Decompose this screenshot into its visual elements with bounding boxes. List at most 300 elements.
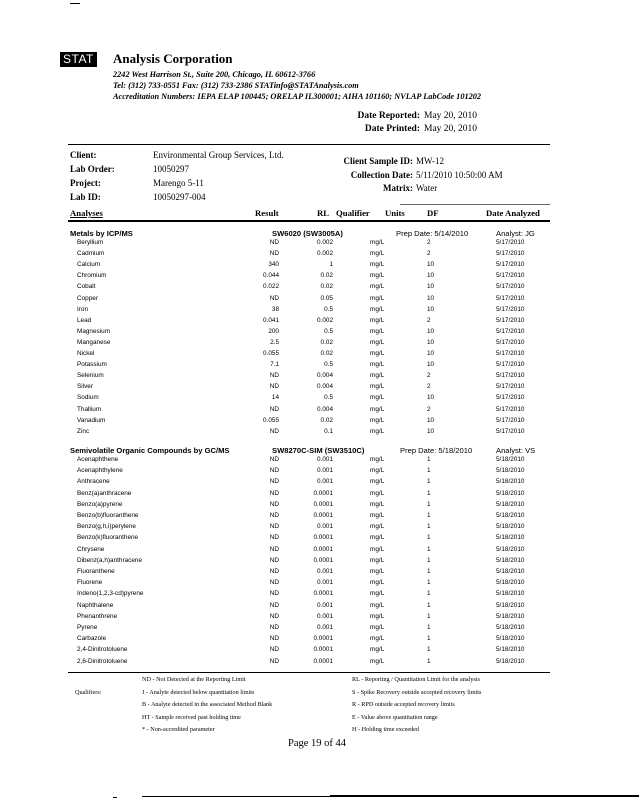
analyte-name: Cadmium [77,250,105,258]
analyte-name: Acenaphthylene [77,467,123,475]
result-value: 2.5 [270,338,279,346]
date-analyzed-value: 5/18/2010 [496,512,525,519]
df-value: 1 [427,657,431,665]
rl-value: 0.05 [320,294,333,302]
analyte-name: Carbazole [77,635,107,643]
table-row [0,499,639,510]
date-analyzed-value: 5/18/2010 [496,590,525,598]
client-sample-id-value: MW-12 [416,156,444,166]
result-value: ND [269,427,279,435]
units-value: mg/L [370,405,385,413]
analyte-name: Naphthalene [77,601,114,609]
units-value: mg/L [370,568,385,575]
result-value: ND [269,657,279,665]
table-row [0,392,639,403]
date-analyzed-value: 5/17/2010 [496,372,525,380]
units-value: mg/L [370,316,385,324]
analyte-name: 2,4-Dinitrotoluene [77,646,128,654]
units-value: mg/L [370,646,385,654]
rl-value: 0.0001 [313,545,333,553]
rl-value: 0.02 [320,338,333,346]
table-row [0,633,639,644]
units-value: mg/L [370,283,385,291]
df-value: 1 [427,568,431,575]
analyte-name: Benz(a)anthracene [77,489,132,497]
result-value: 38 [271,305,279,313]
date-reported-label: Date Reported: [357,111,420,121]
date-analyzed-value: 5/17/2010 [496,416,525,424]
units-value: mg/L [370,534,385,542]
date-analyzed-value: 5/17/2010 [496,338,525,346]
result-value: ND [269,590,279,598]
analyte-name: Benzo(a)pyrene [77,500,123,508]
table-row [0,370,639,381]
date-analyzed-value: 5/18/2010 [496,624,525,631]
client-value: Environmental Group Services, Ltd. [153,150,284,160]
result-value: ND [269,612,279,620]
page-number: Page 19 of 44 [288,738,347,749]
table-row [0,555,639,566]
units-value: mg/L [370,383,385,391]
analyte-name: Sodium [77,394,99,402]
date-analyzed-value: 5/17/2010 [496,405,525,413]
section-prep-date-metals: Prep Date: 5/14/2010 [396,229,469,238]
df-value: 1 [427,478,431,486]
units-value: mg/L [370,294,385,302]
result-value: ND [269,383,279,391]
rl-value: 0.02 [320,272,333,280]
df-value: 1 [427,512,431,519]
section-analyst-svoc: Analyst: VS [496,446,536,455]
df-value: 10 [427,350,435,357]
units-value: mg/L [370,394,385,402]
units-value: mg/L [370,523,385,531]
units-value: mg/L [370,416,385,424]
table-row [0,566,639,577]
qualifier-definition: H - Holding time exceeded [352,726,420,733]
rl-value: 0.0001 [313,590,333,598]
qualifier-definition: * - Non-accredited parameter [142,726,215,733]
accreditation-numbers: Accreditation Numbers: IEPA ELAP 100445; ORELAP IL300001; AIHA 101160; NVLAP LabCode 101202 [113,92,482,101]
analyte-name: Benzo(b)fluoranthene [77,512,139,519]
units-value: mg/L [370,657,385,665]
rl-value: 0.02 [320,350,333,357]
table-row [0,315,639,326]
df-value: 1 [427,624,431,631]
project-row [70,178,320,190]
df-value: 10 [427,283,435,291]
rl-value: 0.5 [324,361,333,369]
result-value: 0.055 [263,350,279,357]
rl-value: 0.001 [317,478,333,486]
lab-id-value: 10050297-004 [153,192,206,202]
analyte-name: Benzo(k)fluoranthene [77,534,139,542]
date-analyzed-value: 5/17/2010 [496,239,525,246]
date-analyzed-value: 5/18/2010 [496,579,525,587]
lab-order-value: 10050297 [153,164,189,174]
table-row [0,532,639,543]
result-value: ND [269,568,279,575]
df-value: 10 [427,394,435,402]
table-row [0,510,639,521]
df-value: 1 [427,467,431,475]
units-value: mg/L [370,590,385,598]
rl-value: 0.5 [324,327,333,335]
rl-value: 0.5 [324,305,333,313]
table-row [0,644,639,655]
analyte-name: Magnesium [77,327,111,335]
df-value: 2 [427,383,431,391]
collection-date-value: 5/11/2010 10:50:00 AM [416,170,503,180]
units-value: mg/L [370,556,385,564]
result-value: 7.1 [270,361,279,369]
units-value: mg/L [370,272,385,280]
col-df: DF [427,208,439,218]
table-row [0,622,639,633]
df-value: 2 [427,316,431,324]
section-analyst-metals: Analyst: JG [496,229,535,238]
table-row [0,415,639,426]
table-row [0,577,639,588]
table-row [0,337,639,348]
table-row [0,304,639,315]
result-value: 0.022 [263,283,279,291]
rl-value: 0.002 [317,316,333,324]
analyte-name: Benzo(g,h,i)perylene [77,523,136,531]
rl-value: 0.0001 [313,534,333,542]
units-value: mg/L [370,624,385,631]
rl-value: 0.02 [320,283,333,291]
date-analyzed-value: 5/18/2010 [496,601,525,609]
units-value: mg/L [370,239,385,246]
date-analyzed-value: 5/18/2010 [496,545,525,553]
section-title-metals: Metals by ICP/MS [70,229,133,238]
rl-value: 0.1 [324,427,333,435]
date-analyzed-value: 5/17/2010 [496,327,525,335]
rl-value: 0.001 [317,467,333,475]
units-value: mg/L [370,579,385,587]
units-value: mg/L [370,372,385,380]
result-value: 14 [271,394,279,402]
result-value: 0.055 [263,416,279,424]
collection-date-label: Collection Date: [350,170,413,180]
section-method-metals: SW6020 (SW3005A) [272,229,343,238]
table-row [0,404,639,415]
result-value: 0.044 [263,272,279,280]
qualifier-definition: J - Analyte detected below quantitation limits [142,688,255,696]
matrix-value: Water [416,183,438,193]
date-analyzed-value: 5/18/2010 [496,534,525,542]
units-value: mg/L [370,456,385,463]
date-reported-value: May 20, 2010 [424,111,478,121]
date-analyzed-value: 5/18/2010 [496,489,525,497]
result-value: ND [269,556,279,564]
df-value: 10 [427,294,435,302]
date-analyzed-value: 5/18/2010 [496,467,525,475]
analyte-name: Calcium [77,261,101,269]
result-value: ND [269,534,279,542]
units-value: mg/L [370,327,385,335]
lab-order-label: Lab Order: [70,164,115,174]
table-row [0,465,639,476]
company-name: Analysis Corporation [113,51,233,66]
analyte-name: Chromium [77,272,107,280]
stat-logo: STAT [60,52,97,67]
project-label: Project: [70,178,101,188]
analyte-name: Lead [77,316,92,324]
result-value: ND [269,456,279,463]
client-label: Client: [70,150,97,160]
matrix-label: Matrix: [383,183,413,193]
table-row [0,348,639,359]
company-contact: Tel: (312) 733-0551 Fax: (312) 733-2386 STATinfo@STATAnalysis.com [113,81,359,90]
result-value: ND [269,601,279,609]
analyte-name: Indeno(1,2,3-cd)pyrene [77,590,144,598]
date-analyzed-value: 5/18/2010 [496,523,525,531]
units-value: mg/L [370,427,385,435]
df-value: 10 [427,305,435,313]
info-divider [400,204,550,205]
date-analyzed-value: 5/17/2010 [496,305,525,313]
table-row [0,281,639,292]
date-analyzed-value: 5/18/2010 [496,635,525,643]
date-printed [310,124,477,134]
client-sample-id [300,156,444,166]
analyte-name: Beryllium [77,239,104,246]
section-method-svoc: SW8270C-SIM (SW3510C) [272,446,365,455]
rl-value: 0.0001 [313,556,333,564]
units-value: mg/L [370,478,385,486]
col-date-analyzed: Date Analyzed [486,208,540,218]
date-printed-label: Date Printed: [364,124,420,134]
result-value: ND [269,478,279,486]
table-row [0,588,639,599]
date-analyzed-value: 5/18/2010 [496,556,525,564]
df-value: 10 [427,427,435,435]
units-value: mg/L [370,612,385,620]
analyte-name: Vanadium [77,416,106,424]
result-value: ND [269,635,279,643]
table-row [0,270,639,281]
qualifier-definition: S - Spike Recovery outside accepted recovery limits [352,688,482,696]
result-value: ND [269,405,279,413]
analyte-name: Fluoranthene [77,568,115,575]
qualifier-definition: HT - Sample received past holding time [142,713,241,721]
table-row [0,611,639,622]
analyte-name: Chrysene [77,545,105,553]
df-value: 1 [427,545,431,553]
rl-value: 0.5 [324,394,333,402]
analyte-name: Dibenz(a,h)anthracene [77,556,143,564]
rl-value: 0.0001 [313,512,333,519]
df-value: 2 [427,372,431,380]
result-value: ND [269,294,279,302]
table-row [0,326,639,337]
units-value: mg/L [370,361,385,369]
rl-value: 0.0001 [313,489,333,497]
rl-value: 0.0001 [313,635,333,643]
df-value: 2 [427,405,431,413]
table-row [0,381,639,392]
units-value: mg/L [370,500,385,508]
client-sample-id-label: Client Sample ID: [343,156,413,166]
table-row [0,521,639,532]
df-value: 1 [427,612,431,620]
rl-value: 1 [329,261,333,269]
date-printed-value: May 20, 2010 [424,124,478,134]
analyte-name: Nickel [77,350,95,357]
units-value: mg/L [370,601,385,609]
rl-value: 0.001 [317,523,333,531]
client-row [70,150,320,162]
result-value: 0.041 [263,316,279,324]
result-value: ND [269,500,279,508]
units-value: mg/L [370,350,385,357]
result-value: ND [269,239,279,246]
df-value: 1 [427,590,431,598]
col-rl: RL [317,208,330,218]
units-value: mg/L [370,512,385,519]
date-analyzed-value: 5/17/2010 [496,283,525,291]
qualifier-definition: R - RPD outside accepted recovery limits [352,701,455,708]
lab-order-row [70,164,320,176]
rl-value: 0.001 [317,601,333,609]
df-value: 1 [427,601,431,609]
footer-divider [68,672,550,673]
rl-value: 0.004 [317,405,333,413]
table-row [0,600,639,611]
analyte-name: Zinc [77,427,90,435]
date-analyzed-value: 5/18/2010 [496,612,525,620]
qualifier-definition: RL - Reporting / Quantitation Limit for the analysis [352,676,480,683]
lab-id-label: Lab ID: [70,192,101,202]
date-reported [310,111,477,121]
date-analyzed-value: 5/18/2010 [496,646,525,654]
rl-value: 0.001 [317,624,333,631]
table-row [0,656,639,667]
df-value: 2 [427,239,431,246]
units-value: mg/L [370,467,385,475]
rl-value: 0.001 [317,612,333,620]
result-value: 200 [268,327,279,335]
col-result: Result [255,208,279,218]
project-value: Marengo 5-11 [153,178,204,188]
units-value: mg/L [370,261,385,269]
rl-value: 0.002 [317,239,333,246]
df-value: 10 [427,272,435,280]
col-units: Units [385,208,405,218]
rl-value: 0.001 [317,568,333,575]
table-row [0,259,639,270]
result-value: ND [269,646,279,654]
qualifiers-label: Qualifiers: [75,689,102,696]
rl-value: 0.0001 [313,657,333,665]
qualifier-definition: ND - Not Detected at the Reporting Limit [142,676,246,683]
analyte-name: Thallium [77,405,102,413]
table-row [0,237,639,248]
units-value: mg/L [370,338,385,346]
date-analyzed-value: 5/17/2010 [496,316,525,324]
scan-mark-bottom [113,797,117,798]
result-value: ND [269,489,279,497]
rl-value: 0.001 [317,456,333,463]
collection-date [300,170,503,180]
rl-value: 0.004 [317,383,333,391]
result-value: ND [269,624,279,631]
analyte-name: Manganese [77,338,111,346]
analyte-name: Anthracene [77,478,110,486]
df-value: 10 [427,338,435,346]
rl-value: 0.001 [317,579,333,587]
df-value: 1 [427,646,431,654]
rl-value: 0.002 [317,250,333,258]
analyte-name: Fluorene [77,579,103,587]
qualifier-definition: B - Analyte detected in the associated Method Blank [142,701,273,708]
units-value: mg/L [370,250,385,258]
date-analyzed-value: 5/17/2010 [496,272,525,280]
rl-value: 0.02 [320,416,333,424]
analyte-name: Cobalt [77,283,96,291]
table-row [0,544,639,555]
result-value: ND [269,545,279,553]
company-address: 2242 West Harrison St., Suite 200, Chicago, IL 60612-3766 [113,70,316,79]
analyte-name: Iron [77,305,89,313]
table-row [0,426,639,437]
units-value: mg/L [370,545,385,553]
result-value: ND [269,250,279,258]
table-row [0,248,639,259]
column-header-divider [68,220,550,222]
date-analyzed-value: 5/18/2010 [496,456,525,463]
df-value: 2 [427,250,431,258]
date-analyzed-value: 5/17/2010 [496,361,525,369]
matrix [300,183,437,193]
analyte-name: Selenium [77,372,104,380]
rl-value: 0.0001 [313,500,333,508]
result-value: ND [269,467,279,475]
analyte-name: Copper [77,294,98,302]
date-analyzed-value: 5/17/2010 [496,294,525,302]
bottom-edge-line-thick [330,795,639,797]
date-analyzed-value: 5/18/2010 [496,657,525,665]
lab-id-row [70,192,320,204]
df-value: 1 [427,579,431,587]
qualifier-definition: E - Value above quantitation range [352,713,438,721]
df-value: 1 [427,456,431,463]
df-value: 1 [427,534,431,542]
sample-info-left [70,150,320,210]
table-row [0,359,639,370]
date-analyzed-value: 5/18/2010 [496,568,525,575]
date-analyzed-value: 5/17/2010 [496,350,525,357]
analyte-name: Silver [77,383,93,391]
col-qualifier: Qualifier [336,208,370,218]
result-value: ND [269,512,279,519]
date-analyzed-value: 5/17/2010 [496,427,525,435]
scan-mark [70,3,80,4]
df-value: 10 [427,261,435,269]
df-value: 10 [427,416,435,424]
table-row [0,293,639,304]
date-analyzed-value: 5/17/2010 [496,261,525,269]
rl-value: 0.0001 [313,646,333,654]
table-row [0,476,639,487]
date-analyzed-value: 5/17/2010 [496,250,525,258]
analyte-name: Pyrene [77,624,98,631]
section-prep-date-svoc: Prep Date: 5/18/2010 [400,446,473,455]
date-analyzed-value: 5/18/2010 [496,500,525,508]
result-value: ND [269,523,279,531]
